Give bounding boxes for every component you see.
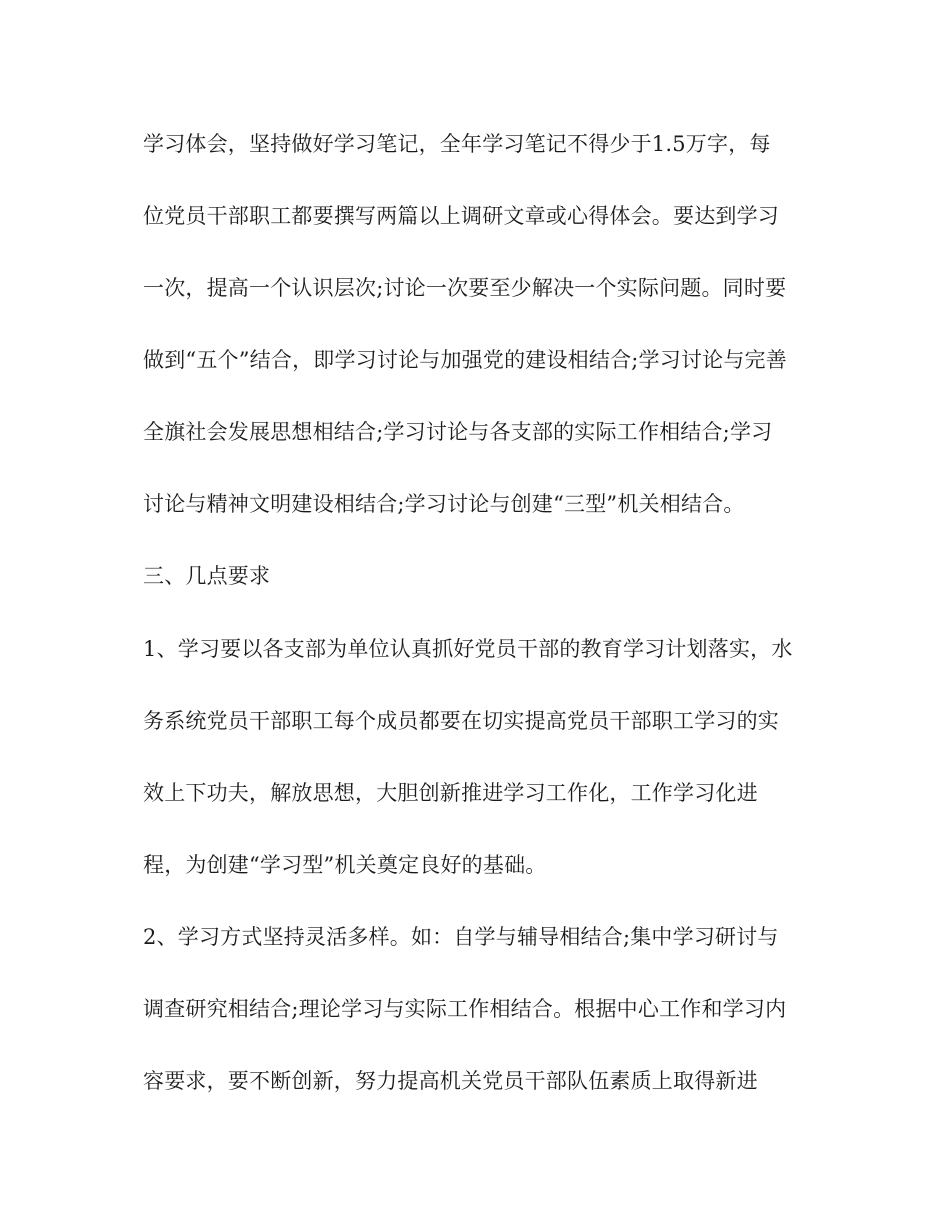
- text-line: 做到“五个”结合，即学习讨论与加强党的建设相结合;学习讨论与完善: [143, 348, 787, 372]
- text-line: 学习体会，坚持做好学习笔记，全年学习笔记不得少于1.5万字，每: [143, 132, 771, 156]
- text-line: 位党员干部职工都要撰写两篇以上调研文章或心得体会。要达到学习: [143, 204, 779, 228]
- text-line: 效上下功夫，解放思想，大胆创新推进学习工作化，工作学习化进: [143, 781, 758, 805]
- section-heading: 三、几点要求: [143, 564, 271, 588]
- text-line: 一次，提高一个认识层次;讨论一次要至少解决一个实际问题。同时要: [143, 276, 787, 300]
- text-line: 1、学习要以各支部为单位认真抓好党员干部的教育学习计划落实，水: [143, 637, 793, 661]
- text-line: 调查研究相结合;理论学习与实际工作相结合。根据中心工作和学习内: [143, 997, 787, 1021]
- text-line: 2、学习方式坚持灵活多样。如：自学与辅导相结合;集中学习研讨与: [143, 925, 779, 949]
- text-line: 全旗社会发展思想相结合;学习讨论与各支部的实际工作相结合;学习: [143, 420, 773, 444]
- text-line: 务系统党员干部职工每个成员都要在切实提高党员干部职工学习的实: [143, 709, 779, 733]
- text-line: 容要求，要不断创新，努力提高机关党员干部队伍素质上取得新进: [143, 1069, 758, 1093]
- text-line: 程，为创建“学习型”机关奠定良好的基础。: [143, 853, 547, 877]
- text-line: 讨论与精神文明建设相结合;学习讨论与创建“三型”机关相结合。: [143, 492, 745, 516]
